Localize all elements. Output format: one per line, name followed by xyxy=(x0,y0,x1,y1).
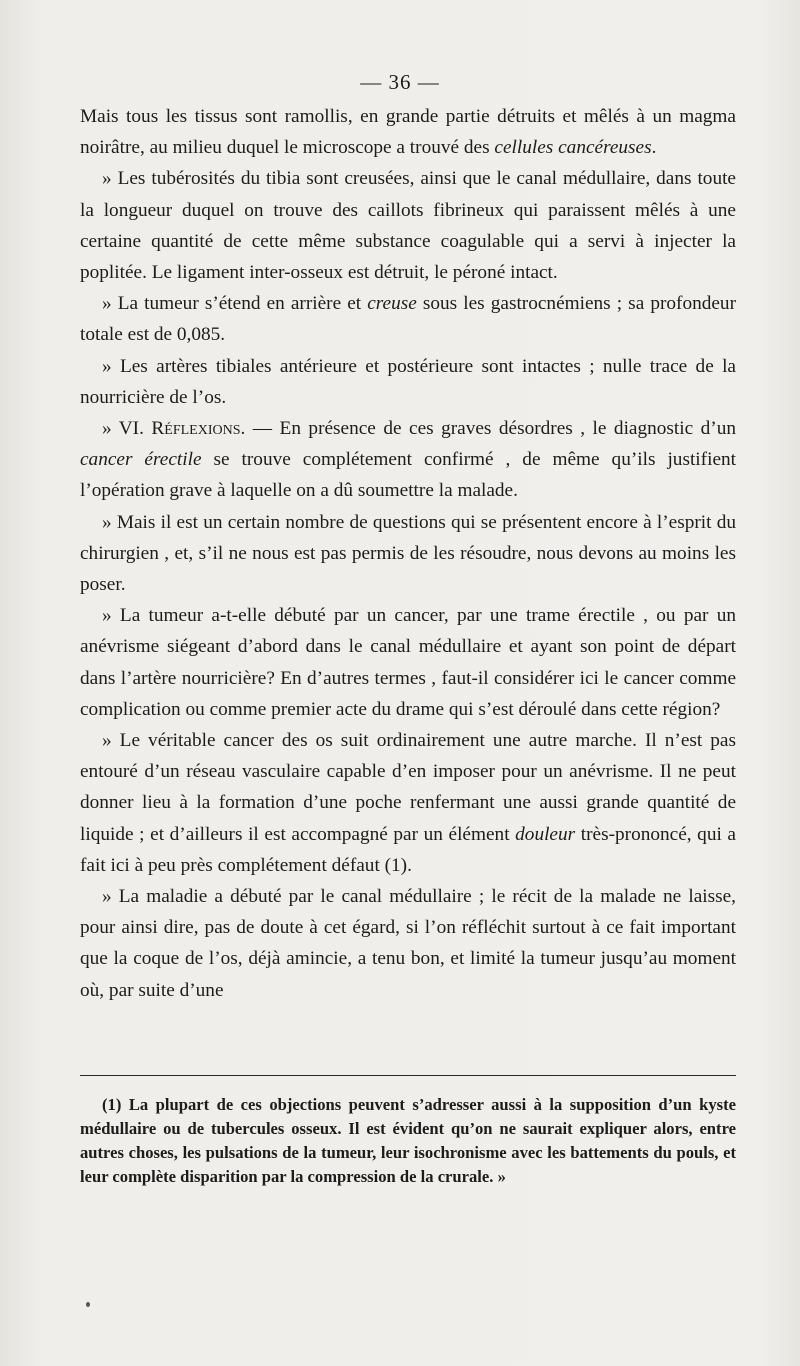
main-text xyxy=(80,101,736,1006)
text-run: » Les tubérosités du tibia sont creusées, ainsi que le canal médullaire, dans toute la longueur duquel on trouve des caillots fibrineux qui paraissent mêlés à une certaine quantité de cette même substance coagulable qui a servi à injecter la poplitée. Le ligament inter-osseux est détruit, le péroné intact. xyxy=(80,168,736,284)
text-run: . — En présence de ces graves désordres , le diagnostic d’un xyxy=(240,418,736,440)
text-run: » La tumeur s’étend en arrière et xyxy=(102,293,368,315)
page-number: — 36 — xyxy=(360,70,440,94)
text-run: » La maladie a débuté par le canal médullaire ; le récit de la malade ne laisse, pour ainsi dire, pas de doute à cet égard, si l’on réfléchit surtout à ce fait important que la coque de l’os, déjà amincie, a tenu bon, et limité la tumeur jusqu’au moment où, par suite d’une xyxy=(80,886,736,1001)
text-run: » Les artères tibiales antérieure et postérieure sont intactes ; nulle trace de la nourricière de l’os. xyxy=(80,355,736,408)
small-caps-run: Réflexions xyxy=(151,418,241,440)
footnote: (1) La plupart de ces objections peuvent s’adresser aussi à la supposition d’un kyste médullaire ou de tubercules osseux. Il est évident qu’on ne saurait expliquer alors, entre autres choses, les pulsations de la tumeur, leur isochronisme avec les battements du pouls, et leur complète disparition par la compression de la crurale. » xyxy=(80,1095,736,1186)
text-run: » Mais il est un certain nombre de questions qui se présentent encore à l’esprit du chirurgien , et, s’il ne nous est pas permis de les résoudre, nous devons au moins les poser. xyxy=(80,511,736,596)
text-run: très-prononcé, qui a fait ici à peu près complétement défaut (1). xyxy=(80,823,736,876)
text-run: se trouve complétement confirmé , de même qu’ils justifient l’opération grave à laquelle on a dû soumettre la malade. xyxy=(80,449,736,502)
italic-run: creuse xyxy=(367,293,417,315)
paragraph xyxy=(80,881,736,1006)
paragraph xyxy=(80,101,736,163)
text-run: » La tumeur a-t-elle débuté par un cancer, par une trame érectile , ou par un anévrisme siégeant d’abord dans le canal médullaire et ayant son point de départ dans l’artère nourricière? En d’autres termes , faut-il considérer ici le cancer comme complication ou comme premier acte du drame qui s’est déroulé dans cette région? xyxy=(80,605,736,720)
paragraph xyxy=(80,507,736,601)
italic-run: cancer érectile xyxy=(80,449,202,471)
italic-run: douleur xyxy=(515,823,576,845)
text-run: » Le véritable cancer des os suit ordinairement une autre marche. Il n’est pas entouré d’un réseau vasculaire capable d’en imposer pour un anévrisme. Il ne peut donner lieu à la formation d’une poche renfermant une aussi grande quantité de liquide ; et d’ailleurs il est accompagné par un élément xyxy=(80,730,736,845)
text-run: » VI. xyxy=(102,418,152,440)
text-run: Mais tous les tissus sont ramollis, en grande partie détruits et mêlés à un magma noirâtre, au milieu duquel le microscope a trouvé des xyxy=(80,106,736,159)
paragraph xyxy=(80,413,736,507)
text-run: sous les gastrocnémiens ; sa profondeur totale est de 0,085. xyxy=(80,293,736,346)
italic-run: cellules cancéreuses xyxy=(494,137,652,159)
paragraph xyxy=(80,725,736,881)
ink-speck xyxy=(86,1302,90,1307)
text-run: . xyxy=(651,137,657,159)
paragraph xyxy=(80,163,736,288)
paragraph xyxy=(80,351,736,413)
paragraph xyxy=(80,600,736,725)
paragraph xyxy=(80,288,736,350)
footnote-separator xyxy=(80,1075,736,1076)
